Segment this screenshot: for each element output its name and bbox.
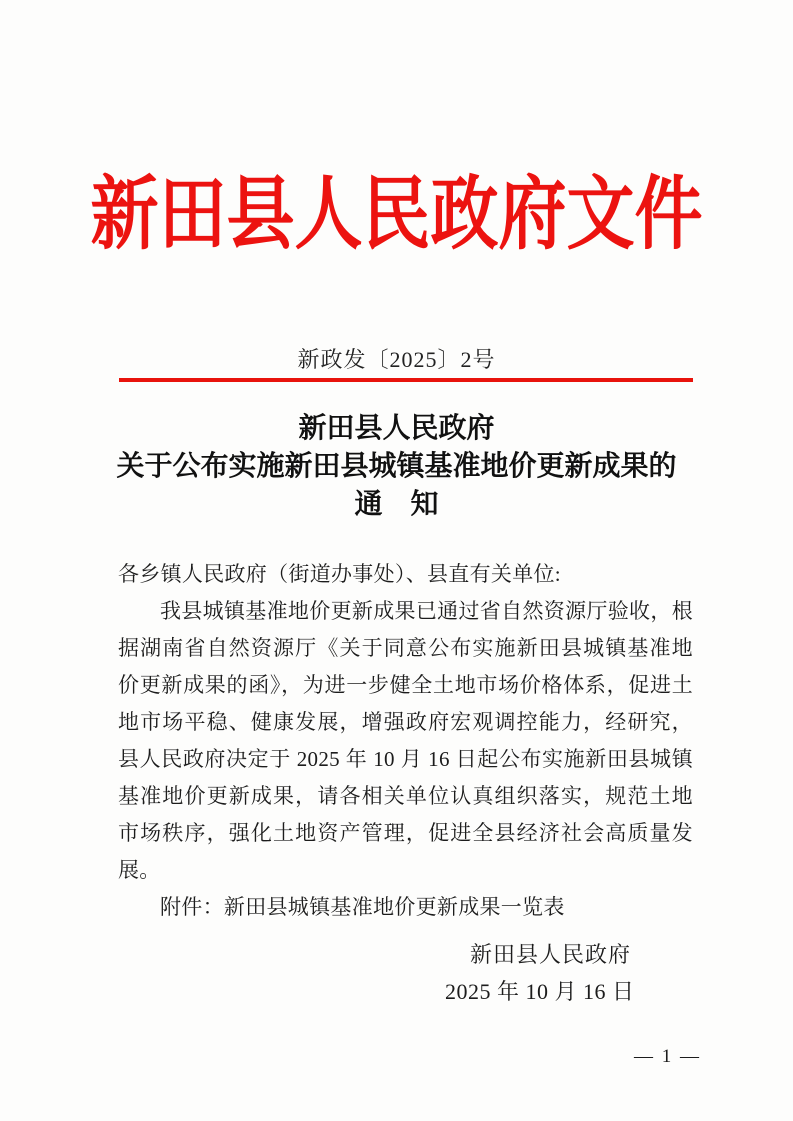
notice-title-line3: 通 知 [354,489,439,520]
page-number: — 1 — [634,1046,701,1067]
body-paragraph: 我县城镇基准地价更新成果已通过省自然资源厅验收，根据湖南省自然资源厅《关于同意公布实施新田县城镇基准地价更新成果的函》，为进一步健全土地市场价格体系，促进土地市场平稳、健康发展，增强政府宏观调控能力，经研究，县人民政府决定于 2025 年 10 月 16 日起公布实施新田县城镇基准地价更新成果，请各相关单位认真组织落实，规范土地市场秩序，强化土地资产管理，促进全县经济社会高质量发展。 [118,599,693,882]
signature-date: 2025 年 10 月 16 日 [445,979,635,1004]
salutation-line: 各乡镇人民政府（街道办事处）、县直有关单位: [118,562,561,586]
notice-title-line1: 新田县人民政府 [298,413,495,444]
document-header-title: 新田县人民政府文件 [90,169,703,259]
document-reference-number: 新政发〔2025〕2号 [297,347,496,372]
notice-title [0,410,793,524]
document-body [118,556,693,926]
notice-title-line2: 关于公布实施新田县城镇基准地价更新成果的 [116,451,677,482]
signature-issuer: 新田县人民政府 [470,942,632,967]
red-divider-line [119,378,693,382]
attachment-line: 附件：新田县城镇基准地价更新成果一览表 [160,895,565,919]
